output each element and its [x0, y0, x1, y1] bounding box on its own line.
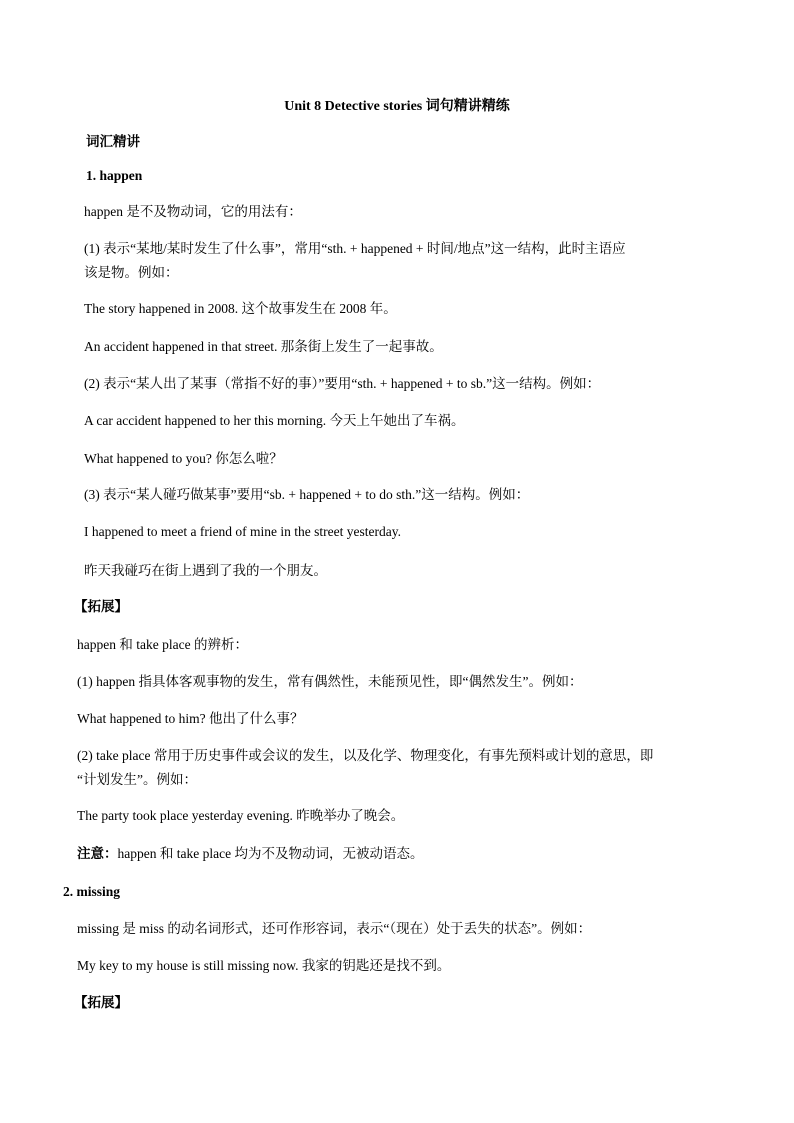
note-text: happen 和 take place 均为不及物动词，无被动语态。 [117, 846, 424, 861]
example-sentence: My key to my house is still missing now. 我家的钥匙还是找不到。 [77, 958, 451, 973]
extension-heading: 【拓展】 [74, 599, 128, 614]
example-translation: 昨天我碰巧在街上遇到了我的一个朋友。 [84, 563, 327, 578]
item-heading-happen: 1. happen [86, 168, 143, 183]
example-sentence: A car accident happened to her this morning. 今天上午她出了车祸。 [84, 413, 465, 428]
usage-1-line-2: 该是物。例如： [84, 265, 179, 280]
example-sentence: I happened to meet a friend of mine in the street yesterday. [84, 524, 401, 539]
note-label: 注意： [77, 846, 118, 861]
item-intro: missing 是 miss 的动名词形式，还可作形容词，表示“（现在）处于丢失的状态”。例如： [77, 921, 592, 936]
section-heading-vocabulary: 词汇精讲 [86, 134, 140, 149]
extension-intro: happen 和 take place 的辨析： [77, 637, 248, 652]
example-sentence: An accident happened in that street. 那条街上发生了一起事故。 [84, 339, 443, 354]
example-sentence: What happened to you? 你怎么啦？ [84, 451, 283, 466]
page-title: Unit 8 Detective stories 词句精讲精练 [284, 99, 510, 114]
usage-1-line-1: (1) 表示“某地/某时发生了什么事”，常用“sth. + happened + 时间/地点”这一结构，此时主语应 [84, 241, 626, 256]
example-sentence: The party took place yesterday evening. 昨晚举办了晚会。 [77, 808, 405, 823]
item-intro: happen 是不及物动词，它的用法有： [84, 204, 302, 219]
extension-heading: 【拓展】 [74, 995, 128, 1010]
extension-point-2-line-2: “计划发生”。例如： [77, 772, 197, 787]
item-heading-missing: 2. missing [63, 884, 121, 899]
usage-3: (3) 表示“某人碰巧做某事”要用“sb. + happened + to do sth.”这一结构。例如： [84, 487, 530, 502]
usage-2: (2) 表示“某人出了某事（常指不好的事）”要用“sth. + happened + to sb.”这一结构。例如： [84, 376, 601, 391]
example-sentence: The story happened in 2008. 这个故事发生在 2008 年。 [84, 301, 397, 316]
note [77, 845, 423, 863]
extension-point-1: (1) happen 指具体客观事物的发生，常有偶然性，未能预见性，即“偶然发生”。例如： [77, 674, 583, 689]
example-sentence: What happened to him? 他出了什么事？ [77, 711, 304, 726]
extension-point-2-line-1: (2) take place 常用于历史事件或会议的发生，以及化学、物理变化，有事先预料或计划的意思，即 [77, 748, 654, 763]
